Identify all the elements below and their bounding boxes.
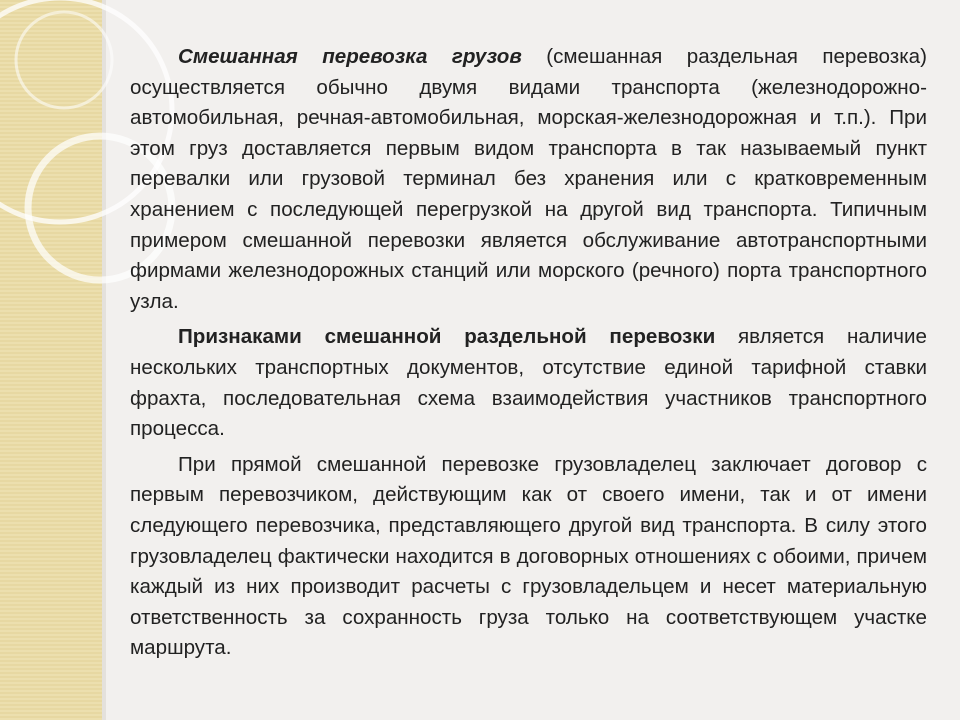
paragraph-signs [130,322,927,444]
paragraph-text: (смешанная раздельная перевозка) осуществляется обычно двумя видами транспорта (железнодорожно-автомобильная, речная-автомобильная, морская-железнодорожная и т.п.). При этом груз доставляется первым видом транспорта в так называемый пункт перевалки или грузовой терминал без хранения или с кратковременным хранением с последующей перегрузкой на другой вид транспорта. Типичным примером смешанной перевозки является обслуживание автотранспортными фирмами железнодорожных станций или морского (речного) порта транспортного узла. [130,45,927,313]
paragraph-mixed-transport [130,42,927,317]
term-signs: Признаками смешанной раздельной перевозки [178,325,716,349]
term-mixed-transport: Смешанная перевозка грузов [178,45,522,68]
paragraph-text: является наличие нескольких транспортных документов, отсутствие единой тарифной ставки фрахта, последовательная схема взаимодействия участников транспортного процесса. [130,325,927,441]
paragraph-text: При прямой смешанной перевозке грузовладелец заключает договор с первым перевозчиком, действующим как от своего имени, так и от имени следующего перевозчика, представляющего другой вид транспорта. В силу этого грузовладелец фактически находится в договорных отношениях с обоими, причем каждый из них производит расчеты с грузовладельцем и несет материальную ответственность за сохранность груза только на соответствующем участке маршрута. [130,452,927,660]
paragraph-direct-mixed [130,450,927,664]
ring-small [16,12,112,108]
text-body [130,42,927,669]
